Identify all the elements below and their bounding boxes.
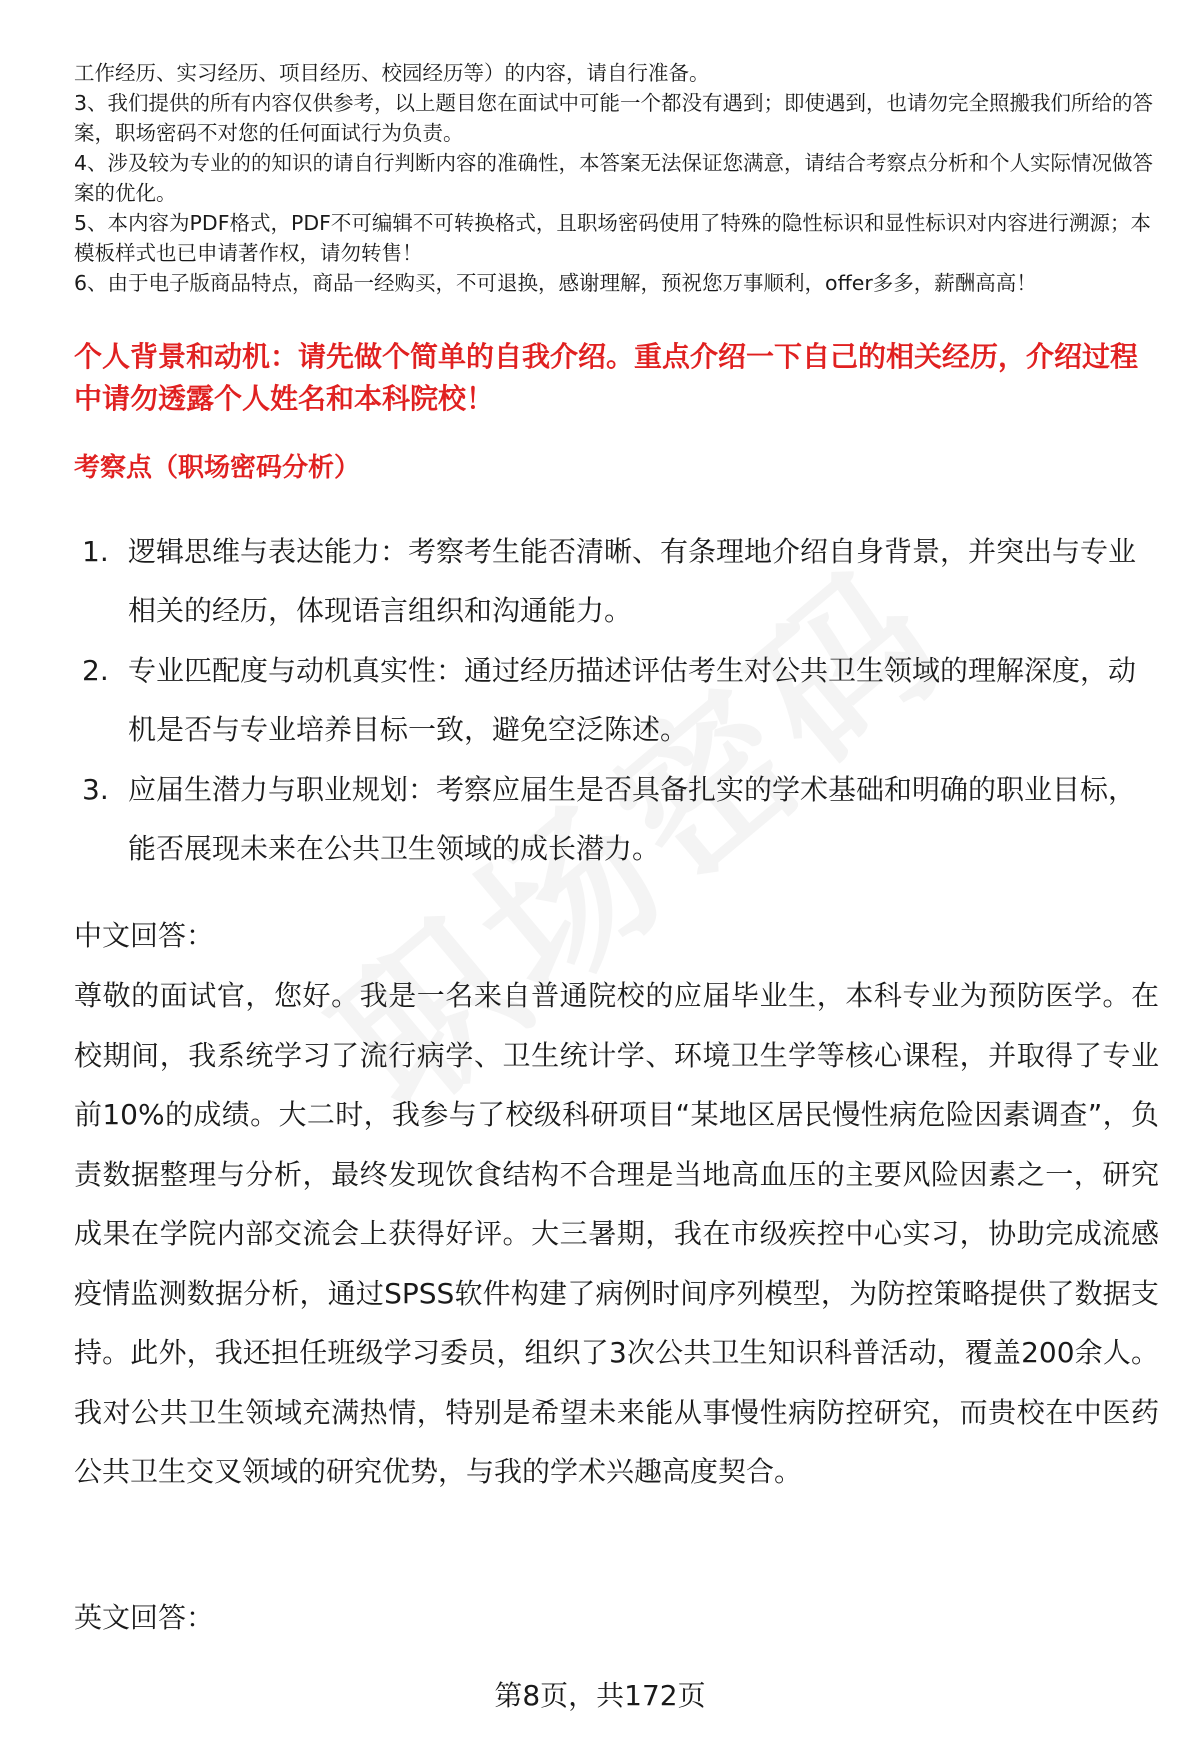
analysis-point	[82, 641, 1152, 759]
question-heading: 个人背景和动机：请先做个简单的自我介绍。重点介绍一下自己的相关经历，介绍过程中请勿透露个人姓名和本科院校！	[74, 340, 1139, 415]
note-line: 3、我们提供的所有内容仅供参考，以上题目您在面试中可能一个都没有遇到；即使遇到，也请勿完全照搬我们所给的答案，职场密码不对您的任何面试行为负责。	[74, 91, 1154, 145]
note-line: 工作经历、实习经历、项目经历、校园经历等）的内容，请自行准备。	[74, 61, 710, 85]
chinese-answer-text: 尊敬的面试官，您好。我是一名来自普通院校的应届毕业生，本科专业为预防医学。在校期间，我系统学习了流行病学、卫生统计学、环境卫生学等核心课程，并取得了专业前10%的成绩。大二时，我参与了校级科研项目“某地区居民慢性病危险因素调查”，负责数据整理与分析，最终发现饮食结构不合理是当地高血压的主要风险因素之一，研究成果在学院内部交流会上获得好评。大三暑期，我在市级疾控中心实习，协助完成流感疫情监测数据分析，通过SPSS软件构建了病例时间序列模型，为防控策略提供了数据支持。此外，我还担任班级学习委员，组织了3次公共卫生知识科普活动，覆盖200余人。我对公共卫生领域充满热情，特别是希望未来能从事慢性病防控研究，而贵校在中医药公共卫生交叉领域的研究优势，与我的学术兴趣高度契合。	[74, 979, 1159, 1488]
analysis-title: 考察点（职场密码分析）	[74, 453, 361, 483]
notes-section	[74, 58, 1154, 298]
english-answer-label: 英文回答：	[74, 1601, 215, 1634]
note-line: 4、涉及较为专业的的知识的请自行判断内容的准确性，本答案无法保证您满意，请结合考察点分析和个人实际情况做答案的优化。	[74, 151, 1154, 205]
analysis-points	[82, 522, 1152, 879]
analysis-point	[82, 760, 1152, 878]
page-number-footer: 第8页，共172页	[494, 1679, 706, 1712]
note-line: 5、本内容为PDF格式，PDF不可编辑不可转换格式，且职场密码使用了特殊的隐性标识和显性标识对内容进行溯源；本模板样式也已申请著作权，请勿转售！	[74, 211, 1151, 265]
point-number: 3.	[82, 773, 109, 806]
chinese-answer-label: 中文回答：	[74, 919, 215, 952]
point-text: 逻辑思维与表达能力：考察考生能否清晰、有条理地介绍自身背景，并突出与专业相关的经历，体现语言组织和沟通能力。	[128, 535, 1137, 627]
point-number: 1.	[82, 535, 109, 568]
note-line: 6、由于电子版商品特点，商品一经购买，不可退换，感谢理解，预祝您万事顺利，offer多多，薪酬高高！	[74, 271, 1037, 295]
point-number: 2.	[82, 654, 109, 687]
point-text: 应届生潜力与职业规划：考察应届生是否具备扎实的学术基础和明确的职业目标，能否展现未来在公共卫生领域的成长潜力。	[128, 773, 1137, 865]
point-text: 专业匹配度与动机真实性：通过经历描述评估考生对公共卫生领域的理解深度，动机是否与专业培养目标一致，避免空泛陈述。	[128, 654, 1137, 746]
analysis-point	[82, 522, 1152, 640]
